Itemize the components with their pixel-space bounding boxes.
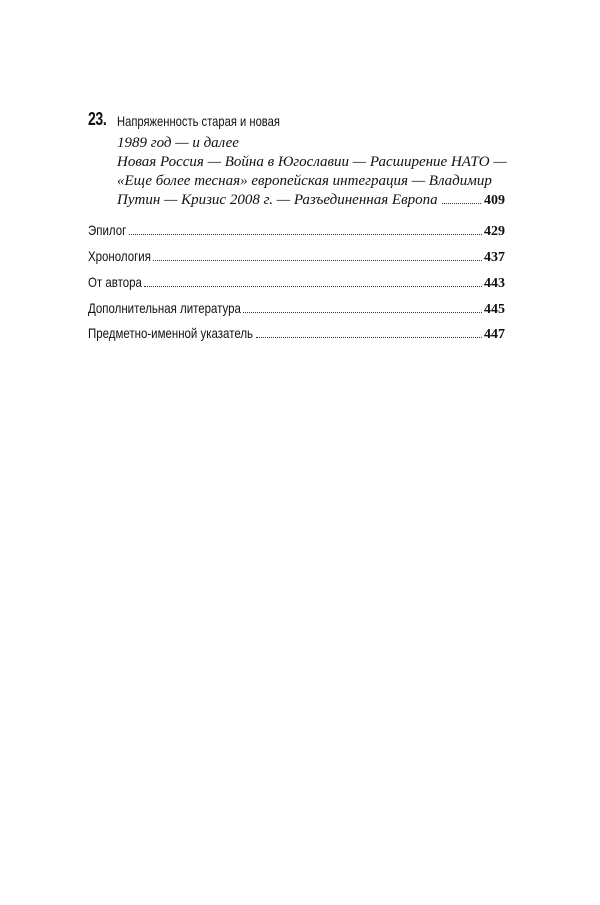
toc-entry-label: Дополнительная литература bbox=[88, 300, 241, 316]
toc-entry-page: 447 bbox=[484, 327, 505, 342]
toc-entry-index[interactable] bbox=[88, 325, 505, 345]
chapter-era: 1989 год — и далее bbox=[117, 135, 239, 151]
toc-entry-page: 429 bbox=[484, 224, 505, 239]
chapter-title: Напряженность старая и новая bbox=[117, 113, 280, 129]
chapter-description-last-line bbox=[117, 191, 505, 210]
dot-leader bbox=[144, 285, 482, 287]
chapter-description-line: Новая Россия — Война в Югославии — Расширение НАТО — bbox=[117, 154, 507, 170]
toc-entry-label: От автора bbox=[88, 274, 142, 290]
chapter-description-line: «Еще более тесная» европейская интеграция — Владимир bbox=[117, 173, 492, 189]
toc-entry-further-reading[interactable] bbox=[88, 300, 505, 320]
dot-leader bbox=[442, 202, 481, 204]
toc-entry-label: Предметно-именной указатель bbox=[88, 325, 254, 341]
dot-leader bbox=[256, 336, 482, 338]
dot-leader bbox=[129, 233, 482, 235]
toc-entry-from-author[interactable] bbox=[88, 274, 505, 294]
chapter-page-number: 409 bbox=[484, 193, 505, 208]
chapter-description-line: Путин — Кризис 2008 г. — Разъединенная Европа bbox=[117, 192, 438, 208]
toc-entry-epilogue[interactable] bbox=[88, 222, 505, 242]
dot-leader bbox=[153, 259, 482, 261]
chapter-description bbox=[117, 153, 505, 210]
toc-entry-page: 443 bbox=[484, 276, 505, 291]
toc-entry-label: Эпилог bbox=[88, 222, 127, 238]
toc-entry-chronology[interactable] bbox=[88, 248, 505, 268]
toc-entry-page: 445 bbox=[484, 302, 505, 317]
dot-leader bbox=[243, 311, 482, 313]
toc-entry-label: Хронология bbox=[88, 248, 151, 264]
toc-entry-page: 437 bbox=[484, 250, 505, 265]
chapter-number: 23. bbox=[88, 109, 107, 129]
